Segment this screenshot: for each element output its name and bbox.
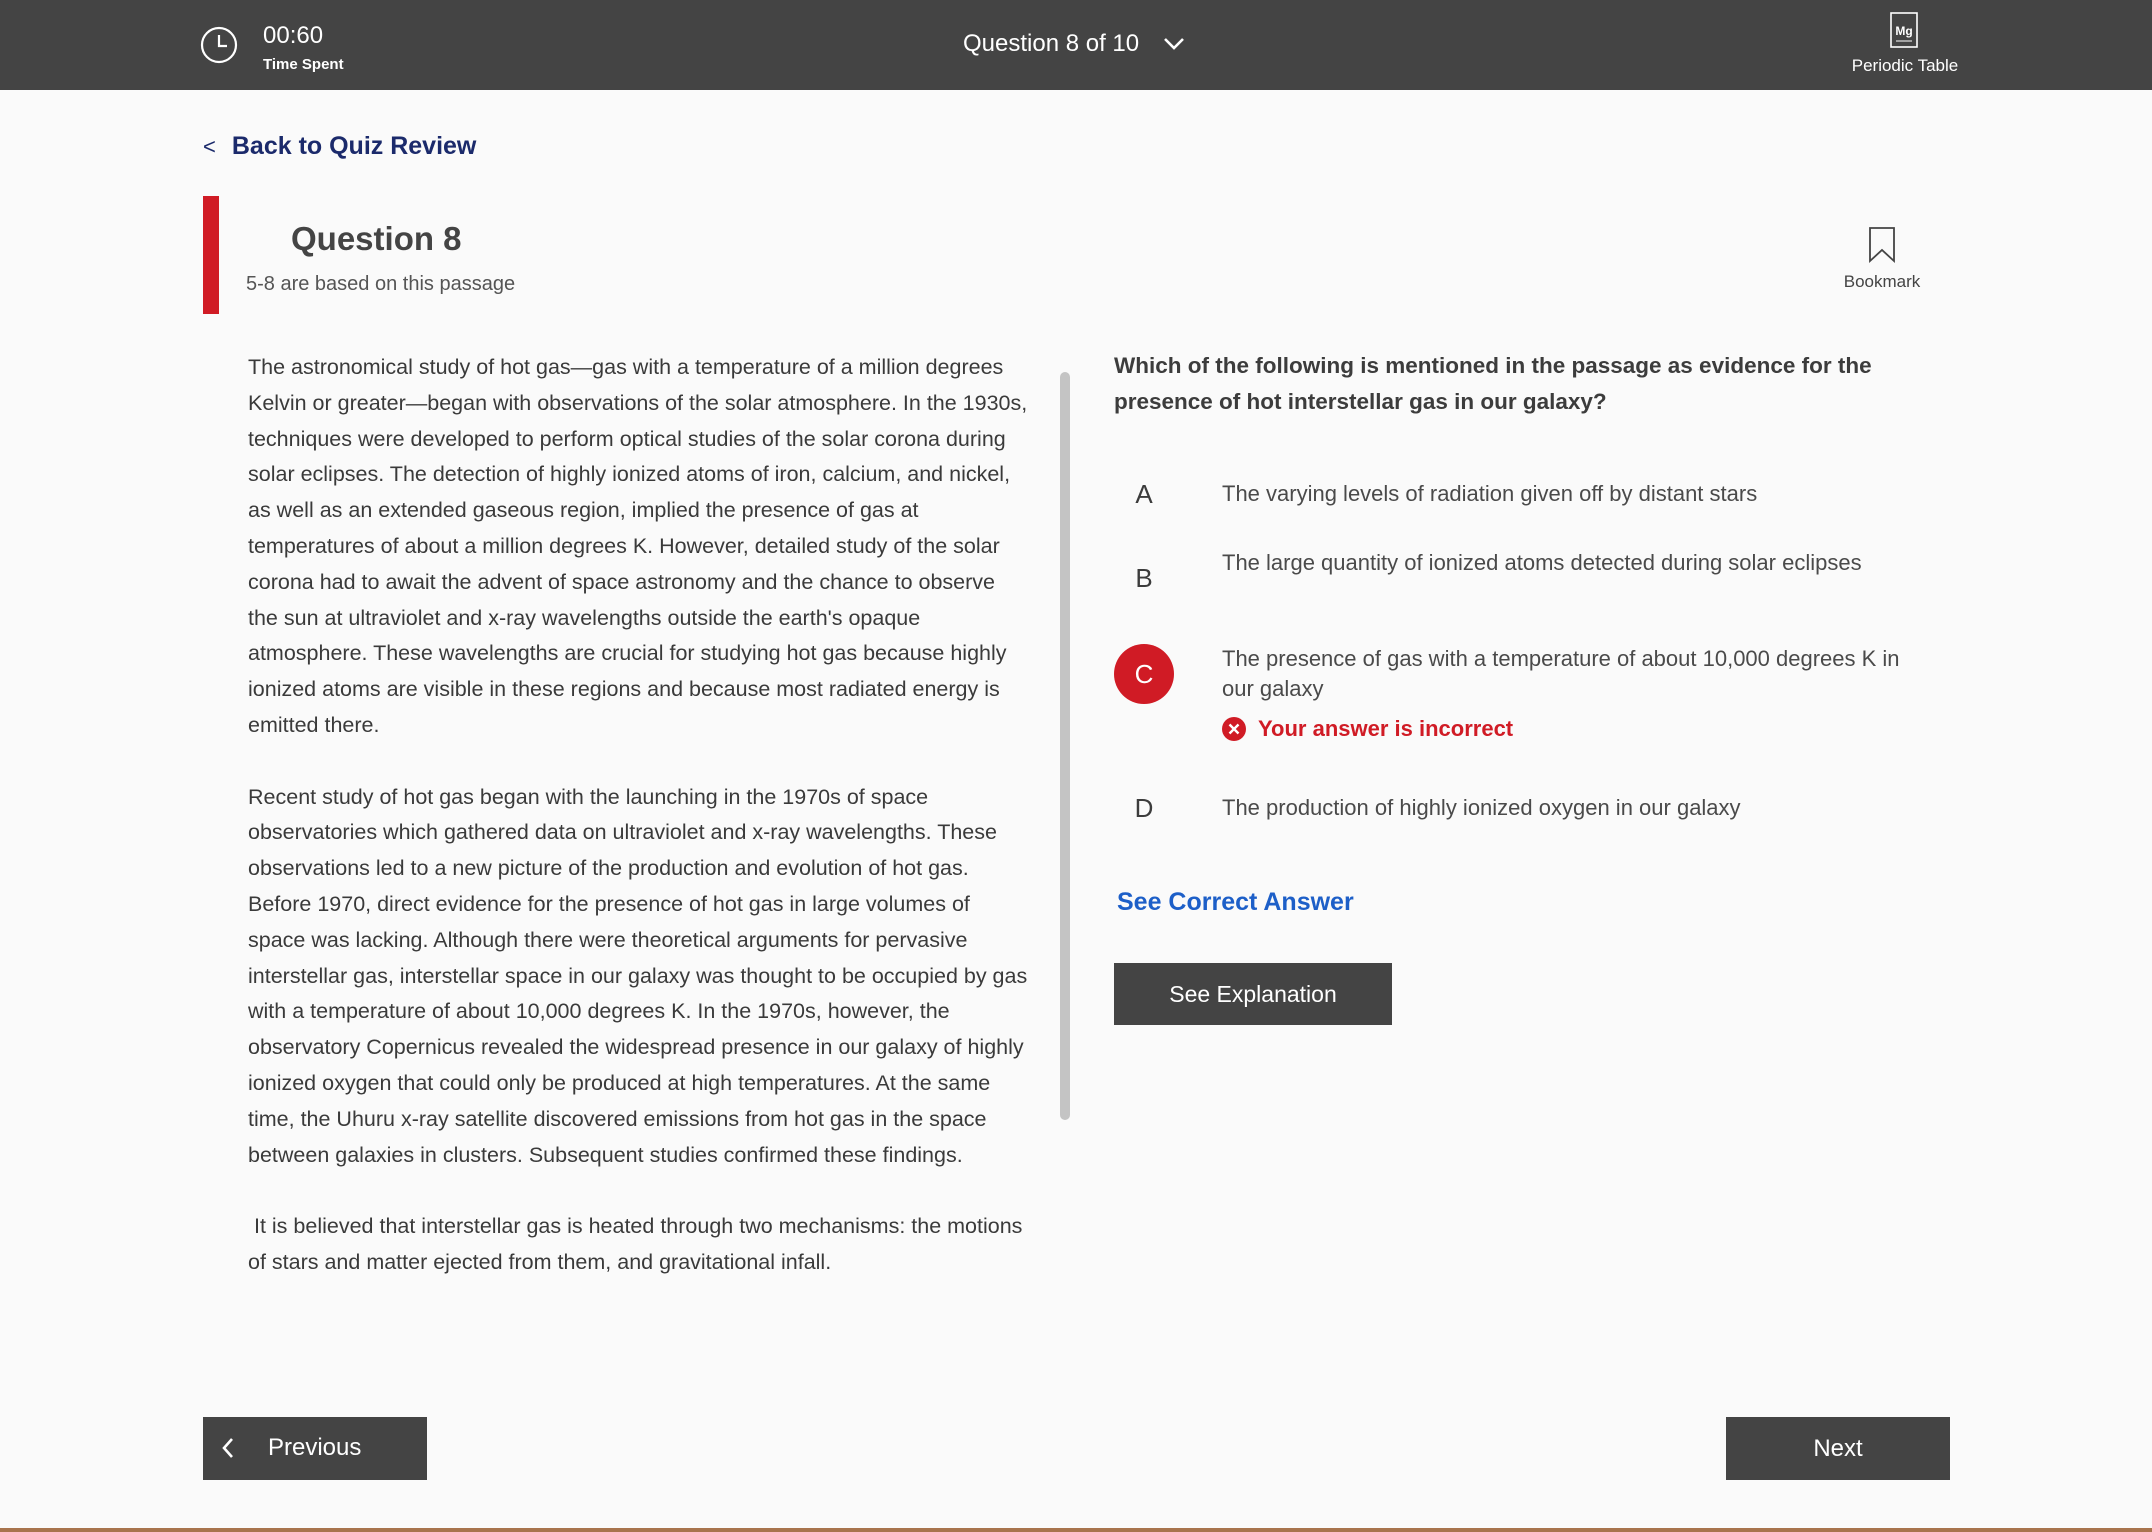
answer-option-a[interactable] — [1114, 464, 1914, 524]
option-text: The varying levels of radiation given off by distant stars — [1222, 481, 1758, 506]
chevron-left-icon — [221, 1437, 235, 1459]
chevron-left-icon: < — [203, 133, 216, 159]
reading-passage — [248, 350, 1034, 1390]
question-title: Question 8 — [291, 220, 462, 257]
answer-option-c[interactable] — [1114, 644, 1914, 704]
periodic-table-label: Periodic Table — [1851, 56, 1959, 75]
next-button[interactable]: Next — [1726, 1417, 1950, 1480]
bookmark-button[interactable] — [1832, 226, 1932, 296]
chevron-down-icon — [1163, 37, 1185, 51]
answer-feedback — [1222, 716, 1513, 742]
option-letter-selected: C — [1114, 644, 1174, 704]
passage-paragraph: Recent study of hot gas began with the launching in the 1970s of space observatories which gathered data on ultraviolet and x-ray wavelengths. These observations led to a new picture of the production and evolution of hot gas. Before 1970, direct evidence for the presence of hot gas in large volumes of space was lacking. Although there were theoretical arguments for pervasive interstellar gas, interstellar space in our galaxy was thought to be occupied by gas with a temperature of about 10,000 degrees K. In the 1970s, however, the observatory Copernicus revealed the widespread presence in our galaxy of highly ionized oxygen that could only be produced at high temperatures. At the same time, the Uhuru x-ray satellite discovered emissions from hot gas in the space between galaxies in clusters. Subsequent studies confirmed these findings. — [248, 784, 1034, 1167]
question-selector[interactable] — [963, 26, 1185, 62]
clock-icon — [200, 26, 238, 64]
option-text: The presence of gas with a temperature of about 10,000 degrees K in our galaxy — [1222, 646, 1900, 701]
timer-value: 00:60 — [263, 22, 324, 49]
option-letter: A — [1135, 478, 1153, 509]
bookmark-icon — [1868, 226, 1896, 264]
option-letter: B — [1135, 562, 1153, 593]
bookmark-label: Bookmark — [1843, 272, 1921, 291]
answer-option-b[interactable] — [1114, 548, 1914, 608]
question-prompt: Which of the following is mentioned in the passage as evidence for the presence of hot interstellar gas in our galaxy? — [1114, 353, 1872, 414]
previous-button[interactable] — [203, 1417, 427, 1480]
see-explanation-button[interactable]: See Explanation — [1114, 963, 1392, 1025]
periodic-table-icon — [1890, 12, 1918, 48]
passage-scrollbar[interactable] — [1060, 372, 1070, 1120]
timer — [200, 22, 460, 78]
back-link-label: Back to Quiz Review — [231, 132, 477, 160]
question-accent-bar — [203, 196, 219, 314]
answer-option-d[interactable] — [1114, 778, 1914, 838]
passage-paragraph: It is believed that interstellar gas is heated through two mechanisms: the motions of stars and matter ejected from them, and gravitational infall. — [248, 1214, 1029, 1274]
question-selector-label: Question 8 of 10 — [963, 30, 1140, 57]
error-icon — [1222, 717, 1246, 741]
periodic-icon-symbol: Mg — [1895, 24, 1913, 38]
option-text: The large quantity of ionized atoms detected during solar eclipses — [1222, 550, 1862, 575]
option-text: The production of highly ionized oxygen in our galaxy — [1222, 795, 1741, 820]
back-to-quiz-review-link[interactable] — [203, 132, 476, 161]
top-bar — [0, 0, 2152, 90]
option-letter: D — [1134, 792, 1154, 823]
timer-label: Time Spent — [263, 56, 344, 73]
see-correct-answer-link[interactable]: See Correct Answer — [1117, 888, 1354, 916]
feedback-text: Your answer is incorrect — [1258, 716, 1514, 741]
periodic-table-button[interactable] — [1845, 10, 1965, 80]
question-subtitle: 5-8 are based on this passage — [246, 273, 516, 295]
previous-label: Previous — [268, 1434, 362, 1461]
bottom-divider — [0, 1528, 2152, 1532]
passage-paragraph: The astronomical study of hot gas—gas with a temperature of a million degrees Kelvin or greater—began with observations of the solar atmosphere. In the 1930s, techniques were developed to perform optical studies of the solar corona during solar eclipses. The detection of highly ionized atoms of iron, calcium, and nickel, as well as an extended gaseous region, implied the presence of gas at temperatures of about a million degrees K. However, detailed study of the solar corona had to await the advent of space astronomy and the chance to observe the sun at ultraviolet and x-ray wavelengths outside the earth's opaque atmosphere. These wavelengths are crucial for studying hot gas because highly ionized atoms are visible in these regions and because most radiated energy is emitted there. — [248, 355, 1034, 737]
